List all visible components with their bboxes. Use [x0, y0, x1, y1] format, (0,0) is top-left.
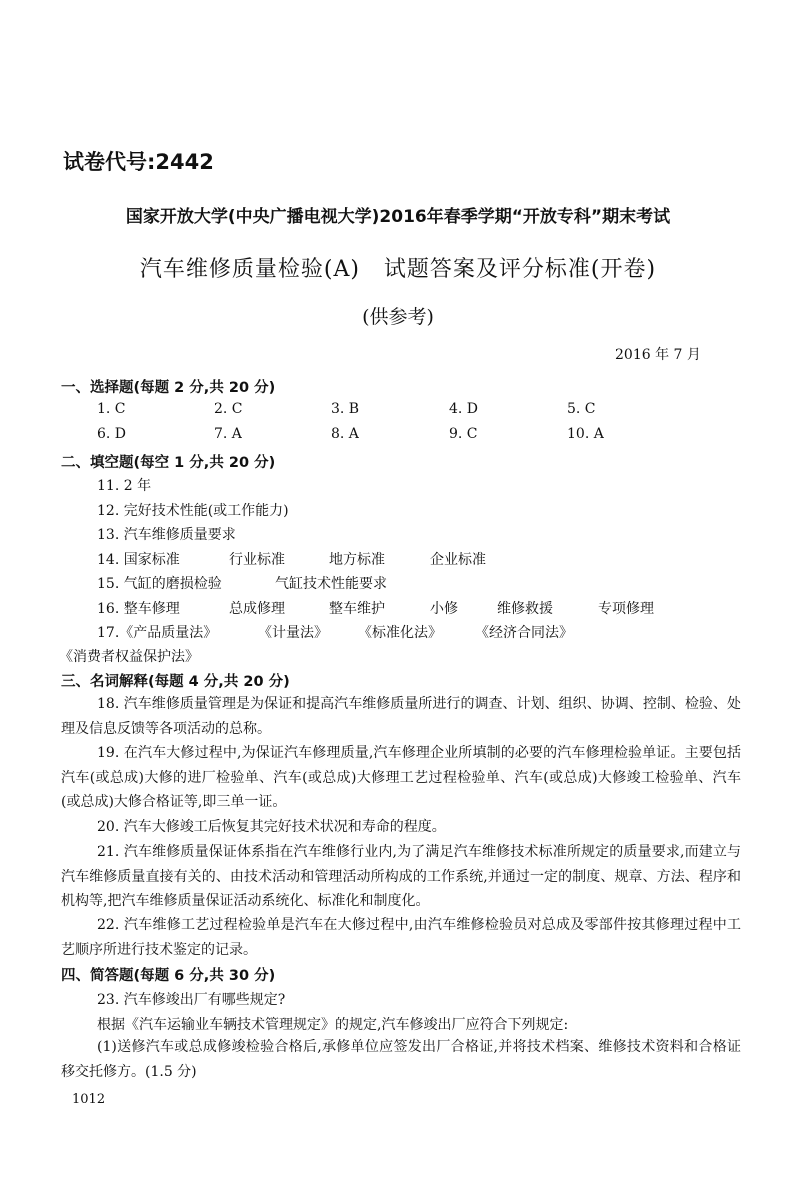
- fill-answer-11: 11. 2 年: [97, 478, 152, 494]
- answer-23-intro: 根据《汽车运输业车辆技术管理规定》的规定,汽车修竣出厂应符合下列规定:: [97, 1017, 569, 1033]
- page-number: 1012: [72, 1092, 106, 1107]
- answer-item: 10. A: [567, 426, 604, 442]
- definition-22: 22. 汽车维修工艺过程检验单是汽车在大修过程中,由汽车维修检验员对总成及零部件按其修理过程中工艺顺序所进行技术鉴定的记录。: [61, 917, 741, 958]
- question-23: 23. 汽车修竣出厂有哪些规定?: [97, 992, 286, 1008]
- fill-answer-17e: 《消费者权益保护法》: [59, 649, 199, 665]
- fill-answer-12: 12. 完好技术性能(或工作能力): [97, 503, 289, 519]
- fill-answer-17a: 17.《产品质量法》: [97, 625, 218, 641]
- answer-item: 5. C: [567, 401, 596, 417]
- definition-20: 20. 汽车大修竣工后恢复其完好技术状况和寿命的程度。: [97, 819, 446, 835]
- fill-answer-14b: 行业标准: [229, 552, 285, 568]
- answer-item: 4. D: [449, 401, 479, 417]
- answer-23-point-1: (1)送修汽车或总成修竣检验合格后,承修单位应签发出厂合格证,并将技术档案、维修技术资料和合格证移交托修方。(1.5 分): [61, 1039, 741, 1080]
- fill-answer-17c: 《标准化法》: [358, 625, 442, 641]
- definition-18: 18. 汽车维修质量管理是为保证和提高汽车维修质量所进行的调查、计划、组织、协调、控制、检验、处理及信息反馈等各项活动的总称。: [61, 696, 741, 737]
- fill-answer-16b: 总成修理: [229, 601, 285, 617]
- exam-title: 汽车维修质量检验(A) 试题答案及评分标准(开卷): [139, 257, 657, 282]
- fill-answer-16c: 整车维护: [329, 601, 385, 617]
- fill-answer-14d: 企业标准: [430, 552, 486, 568]
- exam-date: 2016 年 7 月: [615, 347, 701, 363]
- fill-answer-16e: 维修救援: [497, 601, 553, 617]
- fill-answer-16d: 小修: [430, 601, 458, 617]
- answer-item: 1. C: [97, 401, 126, 417]
- section4-heading: 四、简答题(每题 6 分,共 30 分): [61, 968, 276, 984]
- answer-item: 3. B: [331, 401, 360, 417]
- fill-answer-13: 13. 汽车维修质量要求: [97, 527, 236, 543]
- fill-answer-15b: 气缸技术性能要求: [275, 576, 387, 592]
- fill-answer-16a: 16. 整车修理: [97, 601, 180, 617]
- answer-item: 7. A: [214, 426, 242, 442]
- exam-code: 试卷代号:2442: [63, 150, 214, 174]
- fill-answer-16f: 专项修理: [598, 601, 654, 617]
- answer-item: 9. C: [449, 426, 478, 442]
- answer-item: 8. A: [331, 426, 359, 442]
- section2-heading: 二、填空题(每空 1 分,共 20 分): [61, 455, 276, 471]
- university-line: 国家开放大学(中央广播电视大学)2016年春季学期“开放专科”期末考试: [125, 207, 671, 227]
- answer-item: 6. D: [97, 426, 127, 442]
- section3-heading: 三、名词解释(每题 4 分,共 20 分): [61, 674, 290, 690]
- fill-answer-17d: 《经济合同法》: [475, 625, 573, 641]
- fill-answer-14a: 14. 国家标准: [97, 552, 180, 568]
- definition-21: 21. 汽车维修质量保证体系指在汽车维修行业内,为了满足汽车维修技术标准所规定的质量要求,而建立与汽车维修质量直接有关的、由技术活动和管理活动所构成的工作系统,并通过一定的制度、规章、方法、程序和机构等,把汽车维修质量保证活动系统化、标准化和制度化。: [61, 844, 741, 909]
- section1-heading: 一、选择题(每题 2 分,共 20 分): [61, 380, 276, 396]
- fill-answer-17b: 《计量法》: [258, 625, 328, 641]
- reference-note: (供参考): [362, 306, 434, 328]
- fill-answer-15a: 15. 气缸的磨损检验: [97, 576, 222, 592]
- fill-answer-14c: 地方标准: [329, 552, 385, 568]
- answer-item: 2. C: [214, 401, 243, 417]
- definition-19: 19. 在汽车大修过程中,为保证汽车修理质量,汽车修理企业所填制的必要的汽车修理检验单证。主要包括汽车(或总成)大修的进厂检验单、汽车(或总成)大修理工艺过程检验单、汽车(或总成)大修竣工检验单、汽车(或总成)大修合格证等,即三单一证。: [61, 745, 741, 810]
